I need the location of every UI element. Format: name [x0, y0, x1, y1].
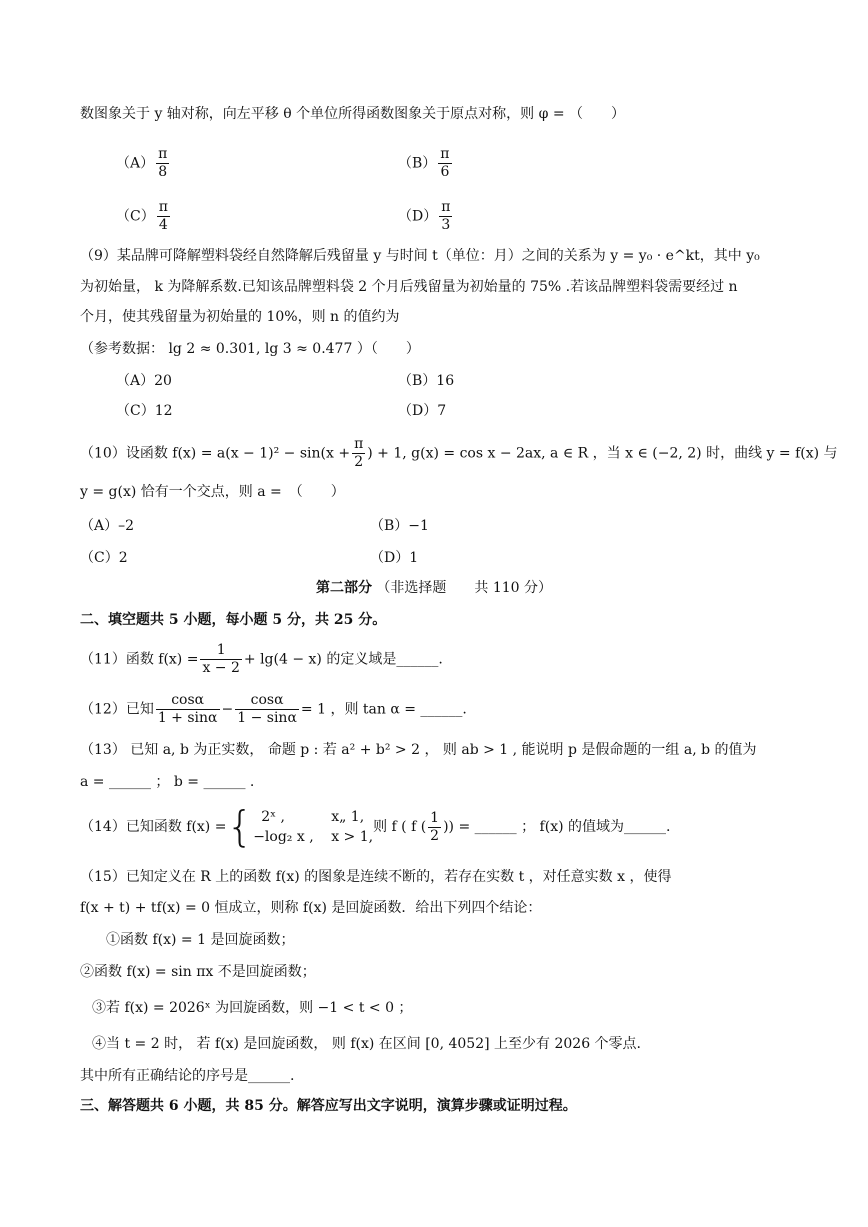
- q12: （12）已知 $\frac{\cos\alpha}{1 + \sin\alpha}$ − $\frac{\cos\alpha}{1 - \sin\alpha}$ = 1 ，则 tan α = ______.: [80, 692, 467, 726]
- q10-option-a: （A）–2: [80, 518, 135, 534]
- q8-option-a: （A） $\frac{\pi}{8}$: [116, 146, 168, 180]
- q11: （11）函数 f(x) = $\frac{1}{x - 2}$ + lg(4 − x) 的定义域是______.: [80, 642, 443, 676]
- q13-line2: a = ______ ； b = ______ .: [80, 774, 255, 790]
- q8-option-d: （D） $\frac{\pi}{3}$: [398, 199, 451, 233]
- q9-option-c: （C）12: [116, 403, 173, 419]
- fraction: $\frac{\pi}{8}$: [158, 146, 168, 180]
- q10-option-c: （C）2: [80, 550, 128, 566]
- fraction: $\frac{\cos\alpha}{1 - \sin\alpha}$: [237, 692, 297, 726]
- q9-option-a: （A）20: [116, 373, 172, 389]
- q9-option-b: （B）16: [398, 373, 455, 389]
- q15-question: 其中所有正确结论的序号是______.: [80, 1068, 295, 1084]
- q9-line2: 为初始量， k 为降解系数.已知该品牌塑料袋 2 个月后残留量为初始量的 75% .若该品牌塑料袋需要经过 n: [80, 279, 738, 295]
- q9-line1: （9）某品牌可降解塑料袋经自然降解后残留量 y 与时间 t（单位：月）之间的关系为 y = y₀ · e^kt，其中 y₀: [80, 248, 760, 264]
- q9-reference-data: （参考数据： lg 2 ≈ 0.301, lg 3 ≈ 0.477 ）（ ）: [80, 341, 420, 357]
- q15-conclusion-4: ④当 t = 2 时， 若 f(x) 是回旋函数， 则 f(x) 在区间 [0, 4052] 上至少有 2026 个零点.: [92, 1036, 642, 1052]
- fraction: $\frac{\pi}{3}$: [441, 199, 451, 233]
- q15-line2: f(x + t) + tf(x) = 0 恒成立，则称 f(x) 是回旋函数．给出下列四个结论：: [80, 900, 542, 916]
- q10-option-d: （D）1: [370, 550, 419, 566]
- brace: {: [226, 802, 254, 851]
- q14: （14）已知函数 f(x) ={ 2ˣ , x„ 1, −log₂ x , x > 1, 则 f ( f ( $\frac{1}{2}$ )) = ______ ； f(x) 的值域为______.: [80, 802, 671, 851]
- q15-conclusion-3: ③若 f(x) = 2026ˣ 为回旋函数，则 −1 < t < 0 ；: [92, 1000, 413, 1016]
- q8-option-b: （B） $\frac{\pi}{6}$: [398, 146, 450, 180]
- q15-conclusion-2: ②函数 f(x) = sin πx 不是回旋函数；: [80, 964, 316, 980]
- q10-option-b: （B）−1: [370, 518, 429, 534]
- q9-option-d: （D）7: [398, 403, 447, 419]
- fraction: $\frac{1}{2}$: [430, 809, 440, 844]
- fraction: $\frac{\pi}{6}$: [440, 146, 450, 180]
- section3-heading: 三、解答题共 6 小题，共 85 分。解答应写出文字说明，演算步骤或证明过程。: [80, 1098, 577, 1114]
- part2-heading: 第二部分 （非选择题 共 110 分）: [315, 580, 553, 596]
- q13-line1: （13） 已知 a, b 为正实数， 命题 p : 若 a² + b² > 2 ， 则 ab > 1 , 能说明 p 是假命题的一组 a, b 的值为: [80, 742, 757, 758]
- q9-line3: 个月，使其残留量为初始量的 10%，则 n 的值约为: [80, 309, 400, 325]
- q10-line1: （10）设函数 f(x) = a(x − 1)² − sin(x + $\frac{\pi}{2}$ ) + 1, g(x) = cos x − 2ax, a ∈ R ，当 x ∈ (−2, 2) 时，曲线 y = f(x) 与: [80, 436, 838, 470]
- fraction: $\frac{\pi}{4}$: [158, 199, 168, 233]
- section2-heading: 二、填空题共 5 小题，每小题 5 分，共 25 分。: [80, 612, 387, 628]
- q15-conclusion-1: ①函数 f(x) = 1 是回旋函数；: [106, 932, 295, 948]
- q15-line1: （15）已知定义在 R 上的函数 f(x) 的图象是连续不断的，若存在实数 t ，对任意实数 x ，使得: [80, 869, 672, 885]
- fraction: $\frac{1}{x - 2}$: [202, 642, 240, 676]
- q8-stem: 数图象关于 y 轴对称，向左平移 θ 个单位所得函数图象关于原点对称，则 φ = （ ）: [80, 106, 626, 122]
- fraction: $\frac{\cos\alpha}{1 + \sin\alpha}$: [157, 692, 218, 726]
- q8-option-c: （C） $\frac{\pi}{4}$: [116, 199, 168, 233]
- piecewise-cases: 2ˣ , x„ 1, −log₂ x , x > 1,: [253, 809, 374, 845]
- fraction: $\frac{\pi}{2}$: [354, 436, 364, 470]
- q10-line2: y = g(x) 恰有一个交点，则 a = （ ）: [80, 484, 345, 500]
